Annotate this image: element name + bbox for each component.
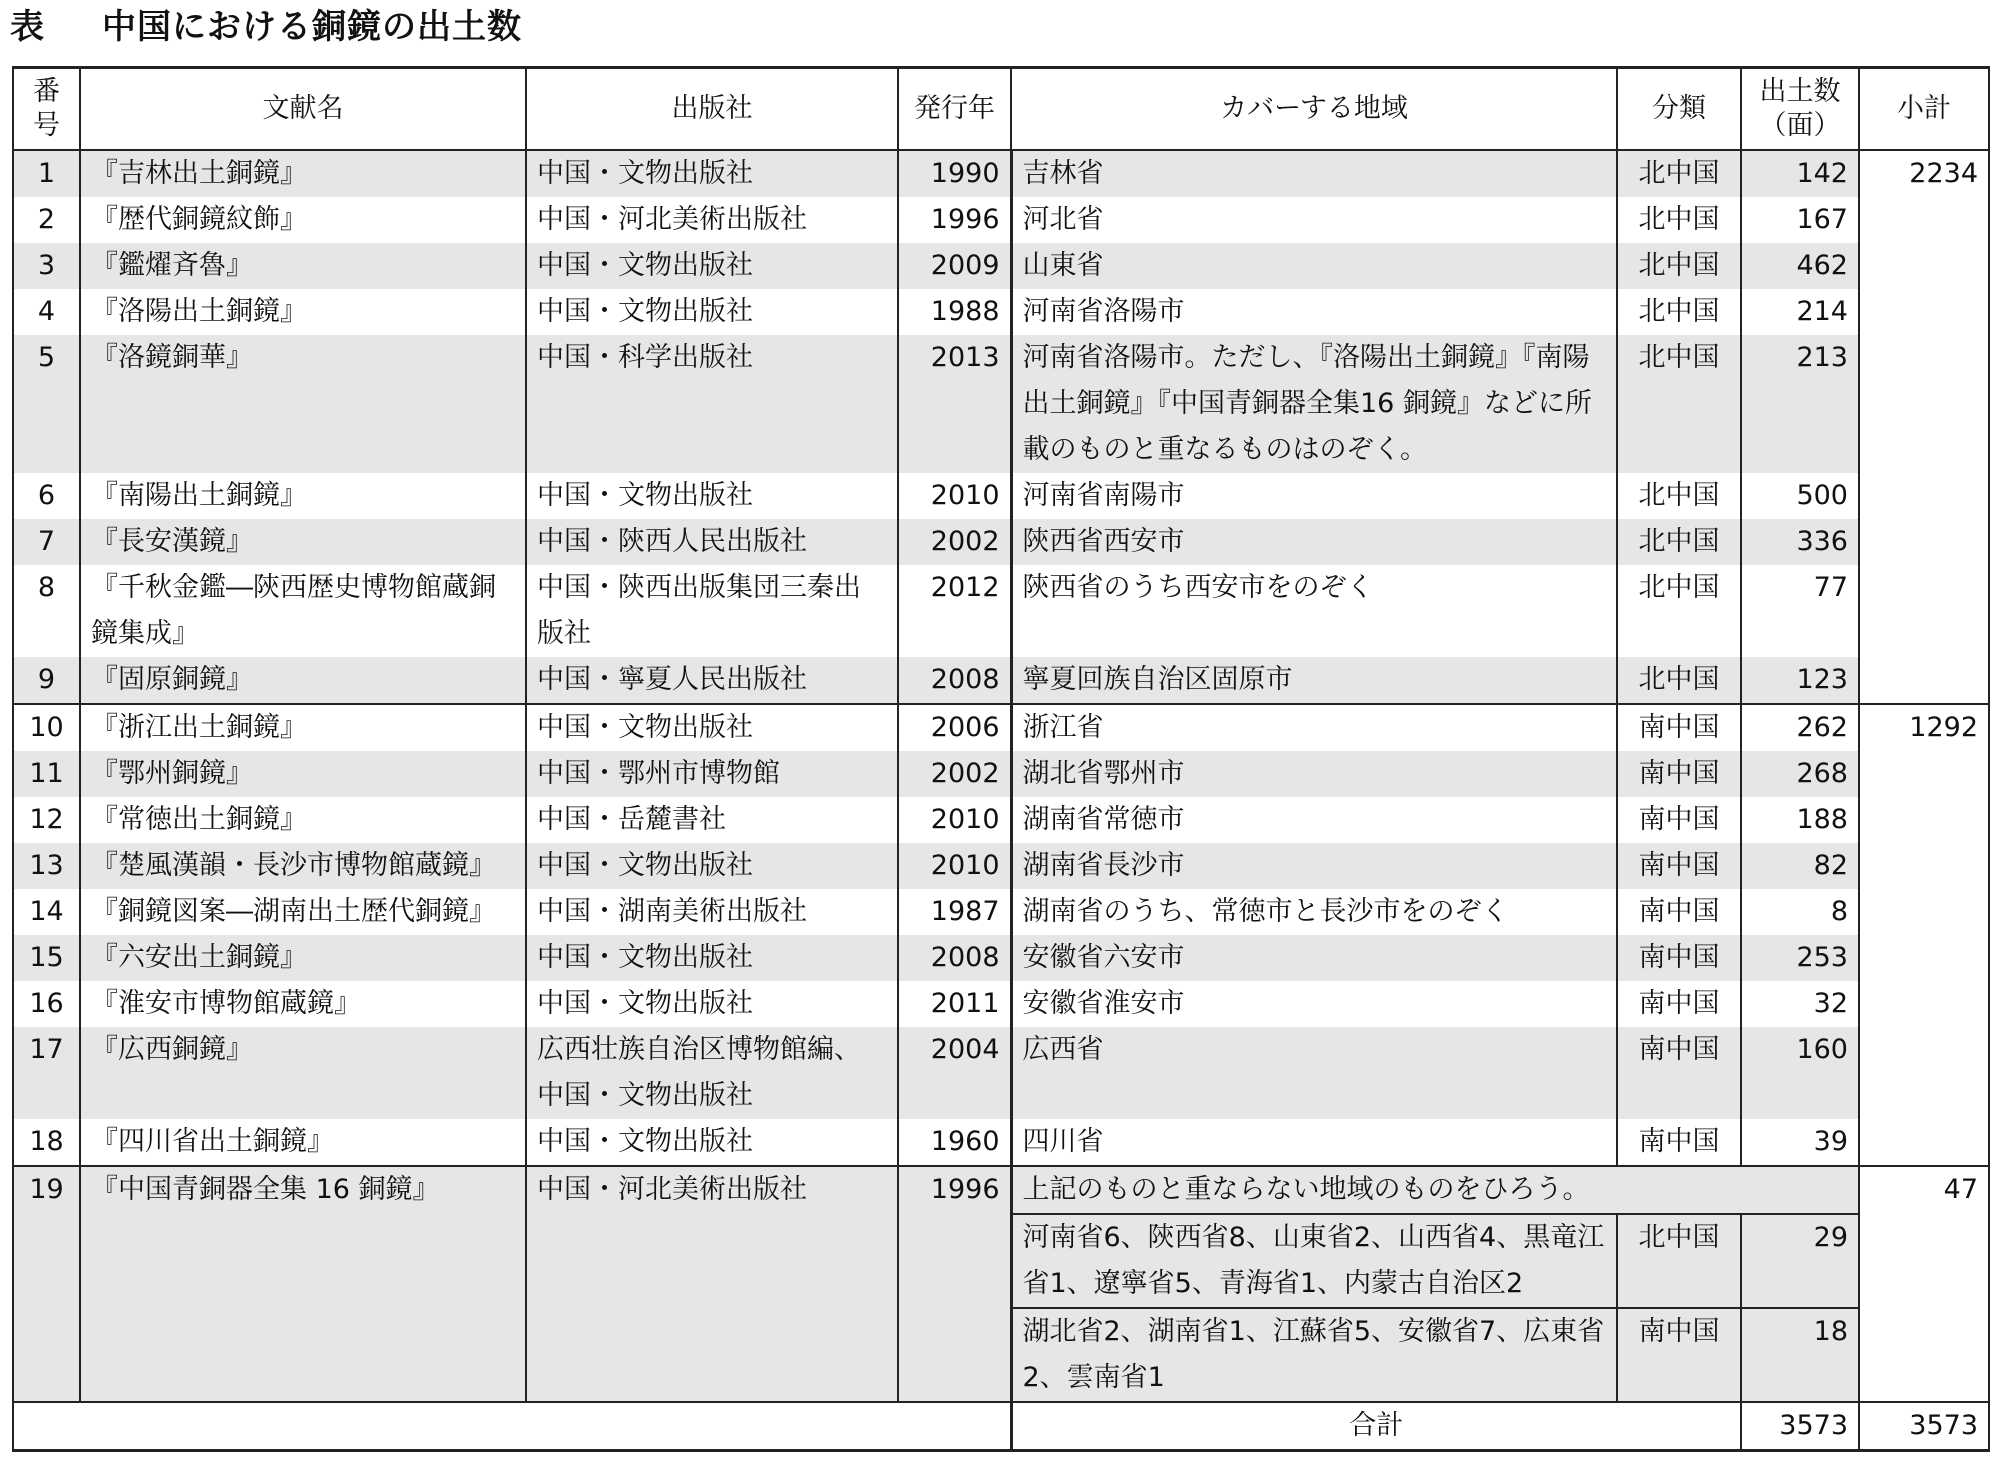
row-name: 『洛鏡銅華』 bbox=[80, 335, 526, 473]
row-year: 2004 bbox=[898, 1027, 1011, 1119]
table-row bbox=[13, 473, 1989, 519]
row-region: 山東省 bbox=[1011, 243, 1617, 289]
row-publisher: 中国・寧夏人民出版社 bbox=[526, 657, 898, 704]
row-year: 2013 bbox=[898, 335, 1011, 473]
row-number: 2 bbox=[13, 197, 80, 243]
row-name: 『淮安市博物館蔵鏡』 bbox=[80, 981, 526, 1027]
row-region: 河南省洛陽市 bbox=[1011, 289, 1617, 335]
row-year: 1996 bbox=[898, 1166, 1011, 1402]
table-row bbox=[13, 843, 1989, 889]
table-row bbox=[13, 981, 1989, 1027]
page-title bbox=[10, 4, 522, 50]
row-publisher: 広西壮族自治区博物館編、中国・文物出版社 bbox=[526, 1027, 898, 1119]
row-category: 南中国 bbox=[1617, 1027, 1741, 1119]
header-no: 番号 bbox=[13, 68, 80, 151]
row-count: 123 bbox=[1741, 657, 1859, 704]
row-region: 河南省南陽市 bbox=[1011, 473, 1617, 519]
row-year: 2002 bbox=[898, 519, 1011, 565]
row-region: 寧夏回族自治区固原市 bbox=[1011, 657, 1617, 704]
row-name: 『洛陽出土銅鏡』 bbox=[80, 289, 526, 335]
row-category: 南中国 bbox=[1617, 704, 1741, 751]
row-region-south: 湖北省2、湖南省1、江蘇省5、安徽省7、広東省2、雲南省1 bbox=[1011, 1308, 1617, 1402]
table-row bbox=[13, 657, 1989, 704]
row-publisher: 中国・科学出版社 bbox=[526, 335, 898, 473]
row-category-south: 南中国 bbox=[1617, 1308, 1741, 1402]
row-publisher: 中国・岳麓書社 bbox=[526, 797, 898, 843]
row-region: 湖南省常徳市 bbox=[1011, 797, 1617, 843]
table-row bbox=[13, 1166, 1989, 1214]
row-count: 77 bbox=[1741, 565, 1859, 657]
row-count: 82 bbox=[1741, 843, 1859, 889]
row-number: 13 bbox=[13, 843, 80, 889]
table-row bbox=[13, 289, 1989, 335]
row-number: 16 bbox=[13, 981, 80, 1027]
row-category: 南中国 bbox=[1617, 889, 1741, 935]
header-subtotal: 小計 bbox=[1859, 68, 1989, 151]
row-name: 『銅鏡図案―湖南出土歴代銅鏡』 bbox=[80, 889, 526, 935]
table-row bbox=[13, 197, 1989, 243]
row-name: 『常徳出土銅鏡』 bbox=[80, 797, 526, 843]
row-category: 南中国 bbox=[1617, 797, 1741, 843]
row-name: 『鄂州銅鏡』 bbox=[80, 751, 526, 797]
row-year: 2011 bbox=[898, 981, 1011, 1027]
subtotal-north: 2234 bbox=[1859, 150, 1989, 704]
row-number: 17 bbox=[13, 1027, 80, 1119]
row-name: 『歴代銅鏡紋飾』 bbox=[80, 197, 526, 243]
table-row bbox=[13, 889, 1989, 935]
row-number: 3 bbox=[13, 243, 80, 289]
row-count-north: 29 bbox=[1741, 1214, 1859, 1308]
row-name: 『南陽出土銅鏡』 bbox=[80, 473, 526, 519]
title-text: 中国における銅鏡の出土数 bbox=[102, 7, 522, 47]
row-category-north: 北中国 bbox=[1617, 1214, 1741, 1308]
row-year: 2008 bbox=[898, 935, 1011, 981]
table-row bbox=[13, 150, 1989, 197]
row-region: 河北省 bbox=[1011, 197, 1617, 243]
row-region: 広西省 bbox=[1011, 1027, 1617, 1119]
row-year: 1987 bbox=[898, 889, 1011, 935]
table-row bbox=[13, 565, 1989, 657]
row-count: 500 bbox=[1741, 473, 1859, 519]
row-category: 北中国 bbox=[1617, 519, 1741, 565]
row-category: 北中国 bbox=[1617, 150, 1741, 197]
table-row bbox=[13, 243, 1989, 289]
row-publisher: 中国・陝西出版集団三秦出版社 bbox=[526, 565, 898, 657]
row-category: 北中国 bbox=[1617, 197, 1741, 243]
row-publisher: 中国・文物出版社 bbox=[526, 473, 898, 519]
row-region: 湖北省鄂州市 bbox=[1011, 751, 1617, 797]
row-count: 167 bbox=[1741, 197, 1859, 243]
row-name: 『中国青銅器全集 16 銅鏡』 bbox=[80, 1166, 526, 1402]
row-year: 1990 bbox=[898, 150, 1011, 197]
row-publisher: 中国・陝西人民出版社 bbox=[526, 519, 898, 565]
header-region: カバーする地域 bbox=[1011, 68, 1617, 151]
row-count: 253 bbox=[1741, 935, 1859, 981]
row-count: 39 bbox=[1741, 1119, 1859, 1166]
row-region: 吉林省 bbox=[1011, 150, 1617, 197]
row-category: 北中国 bbox=[1617, 473, 1741, 519]
row-name: 『千秋金鑑―陝西歴史博物館蔵銅鏡集成』 bbox=[80, 565, 526, 657]
table-row bbox=[13, 1027, 1989, 1119]
total-blank bbox=[13, 1402, 1011, 1451]
row-count: 213 bbox=[1741, 335, 1859, 473]
row-count: 462 bbox=[1741, 243, 1859, 289]
row-number: 10 bbox=[13, 704, 80, 751]
row-name: 『楚風漢韻・長沙市博物館蔵鏡』 bbox=[80, 843, 526, 889]
row-publisher: 中国・文物出版社 bbox=[526, 981, 898, 1027]
row-name: 『吉林出土銅鏡』 bbox=[80, 150, 526, 197]
header-category: 分類 bbox=[1617, 68, 1741, 151]
row-number: 5 bbox=[13, 335, 80, 473]
row-category: 北中国 bbox=[1617, 565, 1741, 657]
row-year: 2008 bbox=[898, 657, 1011, 704]
row-publisher: 中国・文物出版社 bbox=[526, 1119, 898, 1166]
row-number: 19 bbox=[13, 1166, 80, 1402]
row-publisher: 中国・河北美術出版社 bbox=[526, 1166, 898, 1402]
row-region: 湖南省長沙市 bbox=[1011, 843, 1617, 889]
table-row bbox=[13, 1119, 1989, 1166]
total-row bbox=[13, 1402, 1989, 1451]
table-row bbox=[13, 751, 1989, 797]
row-category: 北中国 bbox=[1617, 243, 1741, 289]
row-name: 『浙江出土銅鏡』 bbox=[80, 704, 526, 751]
row-year: 2009 bbox=[898, 243, 1011, 289]
row-category: 北中国 bbox=[1617, 289, 1741, 335]
row-number: 11 bbox=[13, 751, 80, 797]
row-category: 南中国 bbox=[1617, 751, 1741, 797]
row-number: 6 bbox=[13, 473, 80, 519]
row-category: 南中国 bbox=[1617, 843, 1741, 889]
row-publisher: 中国・文物出版社 bbox=[526, 289, 898, 335]
row-category: 南中国 bbox=[1617, 935, 1741, 981]
row-year: 2010 bbox=[898, 843, 1011, 889]
row-count: 142 bbox=[1741, 150, 1859, 197]
row-region: 陝西省西安市 bbox=[1011, 519, 1617, 565]
row-publisher: 中国・河北美術出版社 bbox=[526, 197, 898, 243]
row-region: 湖南省のうち、常徳市と長沙市をのぞく bbox=[1011, 889, 1617, 935]
row-name: 『四川省出土銅鏡』 bbox=[80, 1119, 526, 1166]
row-year: 1996 bbox=[898, 197, 1011, 243]
row-category: 南中国 bbox=[1617, 1119, 1741, 1166]
table-row bbox=[13, 704, 1989, 751]
row-number: 9 bbox=[13, 657, 80, 704]
row-year: 2010 bbox=[898, 473, 1011, 519]
total-label: 合計 bbox=[1011, 1402, 1741, 1451]
row-count: 188 bbox=[1741, 797, 1859, 843]
row-count-south: 18 bbox=[1741, 1308, 1859, 1402]
row-publisher: 中国・文物出版社 bbox=[526, 243, 898, 289]
subtotal-south: 1292 bbox=[1859, 704, 1989, 1166]
row-year: 2010 bbox=[898, 797, 1011, 843]
row-name: 『広西銅鏡』 bbox=[80, 1027, 526, 1119]
row-name: 『長安漢鏡』 bbox=[80, 519, 526, 565]
table-row bbox=[13, 797, 1989, 843]
row-number: 4 bbox=[13, 289, 80, 335]
row-count: 262 bbox=[1741, 704, 1859, 751]
row-region-north: 河南省6、陝西省8、山東省2、山西省4、黒竜江省1、遼寧省5、青海省1、内蒙古自治区2 bbox=[1011, 1214, 1617, 1308]
row-region-note: 上記のものと重ならない地域のものをひろう。 bbox=[1011, 1166, 1859, 1214]
row-region: 四川省 bbox=[1011, 1119, 1617, 1166]
row-publisher: 中国・文物出版社 bbox=[526, 935, 898, 981]
total-count: 3573 bbox=[1741, 1402, 1859, 1451]
row-number: 18 bbox=[13, 1119, 80, 1166]
header-name: 文献名 bbox=[80, 68, 526, 151]
row-year: 1960 bbox=[898, 1119, 1011, 1166]
row-year: 2012 bbox=[898, 565, 1011, 657]
row-name: 『六安出土銅鏡』 bbox=[80, 935, 526, 981]
row-name: 『固原銅鏡』 bbox=[80, 657, 526, 704]
row-category: 南中国 bbox=[1617, 981, 1741, 1027]
row-number: 15 bbox=[13, 935, 80, 981]
subtotal-row19: 47 bbox=[1859, 1166, 1989, 1402]
row-number: 14 bbox=[13, 889, 80, 935]
row-name: 『鑑燿斉魯』 bbox=[80, 243, 526, 289]
table-row bbox=[13, 935, 1989, 981]
row-region: 浙江省 bbox=[1011, 704, 1617, 751]
row-region: 河南省洛陽市。ただし、『洛陽出土銅鏡』『南陽出土銅鏡』『中国青銅器全集16 銅鏡』などに所載のものと重なるものはのぞく。 bbox=[1011, 335, 1617, 473]
row-count: 336 bbox=[1741, 519, 1859, 565]
row-count: 214 bbox=[1741, 289, 1859, 335]
total-subtotal: 3573 bbox=[1859, 1402, 1989, 1451]
row-count: 8 bbox=[1741, 889, 1859, 935]
row-region: 安徽省六安市 bbox=[1011, 935, 1617, 981]
row-year: 2002 bbox=[898, 751, 1011, 797]
row-number: 1 bbox=[13, 150, 80, 197]
row-number: 7 bbox=[13, 519, 80, 565]
table-row bbox=[13, 519, 1989, 565]
mirror-table bbox=[12, 66, 1990, 1452]
table-row bbox=[13, 335, 1989, 473]
row-publisher: 中国・鄂州市博物館 bbox=[526, 751, 898, 797]
title-label: 表 bbox=[10, 7, 45, 47]
row-publisher: 中国・湖南美術出版社 bbox=[526, 889, 898, 935]
header-year: 発行年 bbox=[898, 68, 1011, 151]
row-year: 2006 bbox=[898, 704, 1011, 751]
header-row bbox=[13, 68, 1989, 151]
row-count: 268 bbox=[1741, 751, 1859, 797]
row-region: 陝西省のうち西安市をのぞく bbox=[1011, 565, 1617, 657]
row-publisher: 中国・文物出版社 bbox=[526, 843, 898, 889]
row-count: 160 bbox=[1741, 1027, 1859, 1119]
row-publisher: 中国・文物出版社 bbox=[526, 150, 898, 197]
row-number: 8 bbox=[13, 565, 80, 657]
row-publisher: 中国・文物出版社 bbox=[526, 704, 898, 751]
row-category: 北中国 bbox=[1617, 657, 1741, 704]
header-publisher: 出版社 bbox=[526, 68, 898, 151]
row-year: 1988 bbox=[898, 289, 1011, 335]
row-count: 32 bbox=[1741, 981, 1859, 1027]
row-category: 北中国 bbox=[1617, 335, 1741, 473]
row-number: 12 bbox=[13, 797, 80, 843]
header-count: 出土数（面） bbox=[1741, 68, 1859, 151]
row-region: 安徽省淮安市 bbox=[1011, 981, 1617, 1027]
